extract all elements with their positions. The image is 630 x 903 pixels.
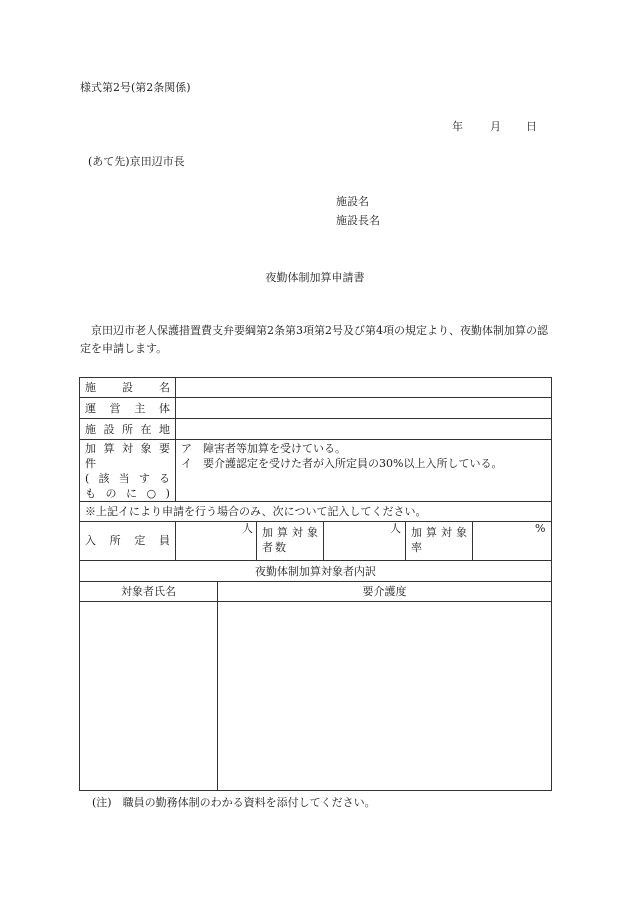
requirement-options (181, 441, 502, 471)
requirement-option-a: ア 障害者等加算を受けている。 (181, 442, 346, 455)
date-year: 年 (452, 120, 463, 133)
breakdown-title: 夜勤体制加算対象者内訳 (255, 565, 376, 578)
date-line (452, 119, 537, 134)
care-level-column-header: 要介護度 (362, 585, 407, 598)
date-month: 月 (490, 120, 501, 133)
name-column-header: 対象者氏名 (121, 585, 176, 598)
facility-name-label: 施設名 (336, 195, 369, 208)
facility-name-row-label: 施 設 名 (85, 381, 170, 394)
facility-head-label: 施設長名 (336, 214, 380, 227)
address-row-label: 施 設 所 在 地 (85, 423, 170, 436)
addressee: (あて先)京田辺市長 (88, 155, 185, 168)
target-count-label: 加 算 対 象 者 数 (262, 526, 318, 554)
facility-block (336, 192, 380, 230)
capacity-label: 入 所 定 員 (85, 534, 170, 547)
application-table (79, 377, 552, 791)
form-number: 様式第2号(第2条関係) (80, 81, 191, 94)
capacity-unit: 人 (242, 522, 253, 535)
target-count-unit: 人 (390, 522, 401, 535)
body-text: 京田辺市老人保護措置費支弁要綱第2条第3項第2号及び第4項の規定より、夜勤体制加算の認定を申請します。 (80, 324, 548, 355)
document-title: 夜勤体制加算申請書 (265, 271, 365, 284)
date-day: 日 (526, 120, 537, 133)
operator-row-label: 運 営 主 体 (85, 402, 170, 415)
attachment-note: (注) 職員の勤務体制のわかる資料を添付してください。 (92, 796, 376, 809)
target-rate-unit: % (535, 522, 546, 535)
requirement-row-label: 加 算 対 象 要 件 ( 該 当 す る も の に ○ ) (85, 442, 170, 500)
requirement-option-i: イ 要介護認定を受けた者が入所定員の30%以上入所している。 (181, 457, 503, 470)
condition-note: ※上記イにより申請を行う場合のみ、次について記入してください。 (85, 505, 427, 518)
target-rate-label: 加 算 対 象 率 (411, 526, 467, 554)
